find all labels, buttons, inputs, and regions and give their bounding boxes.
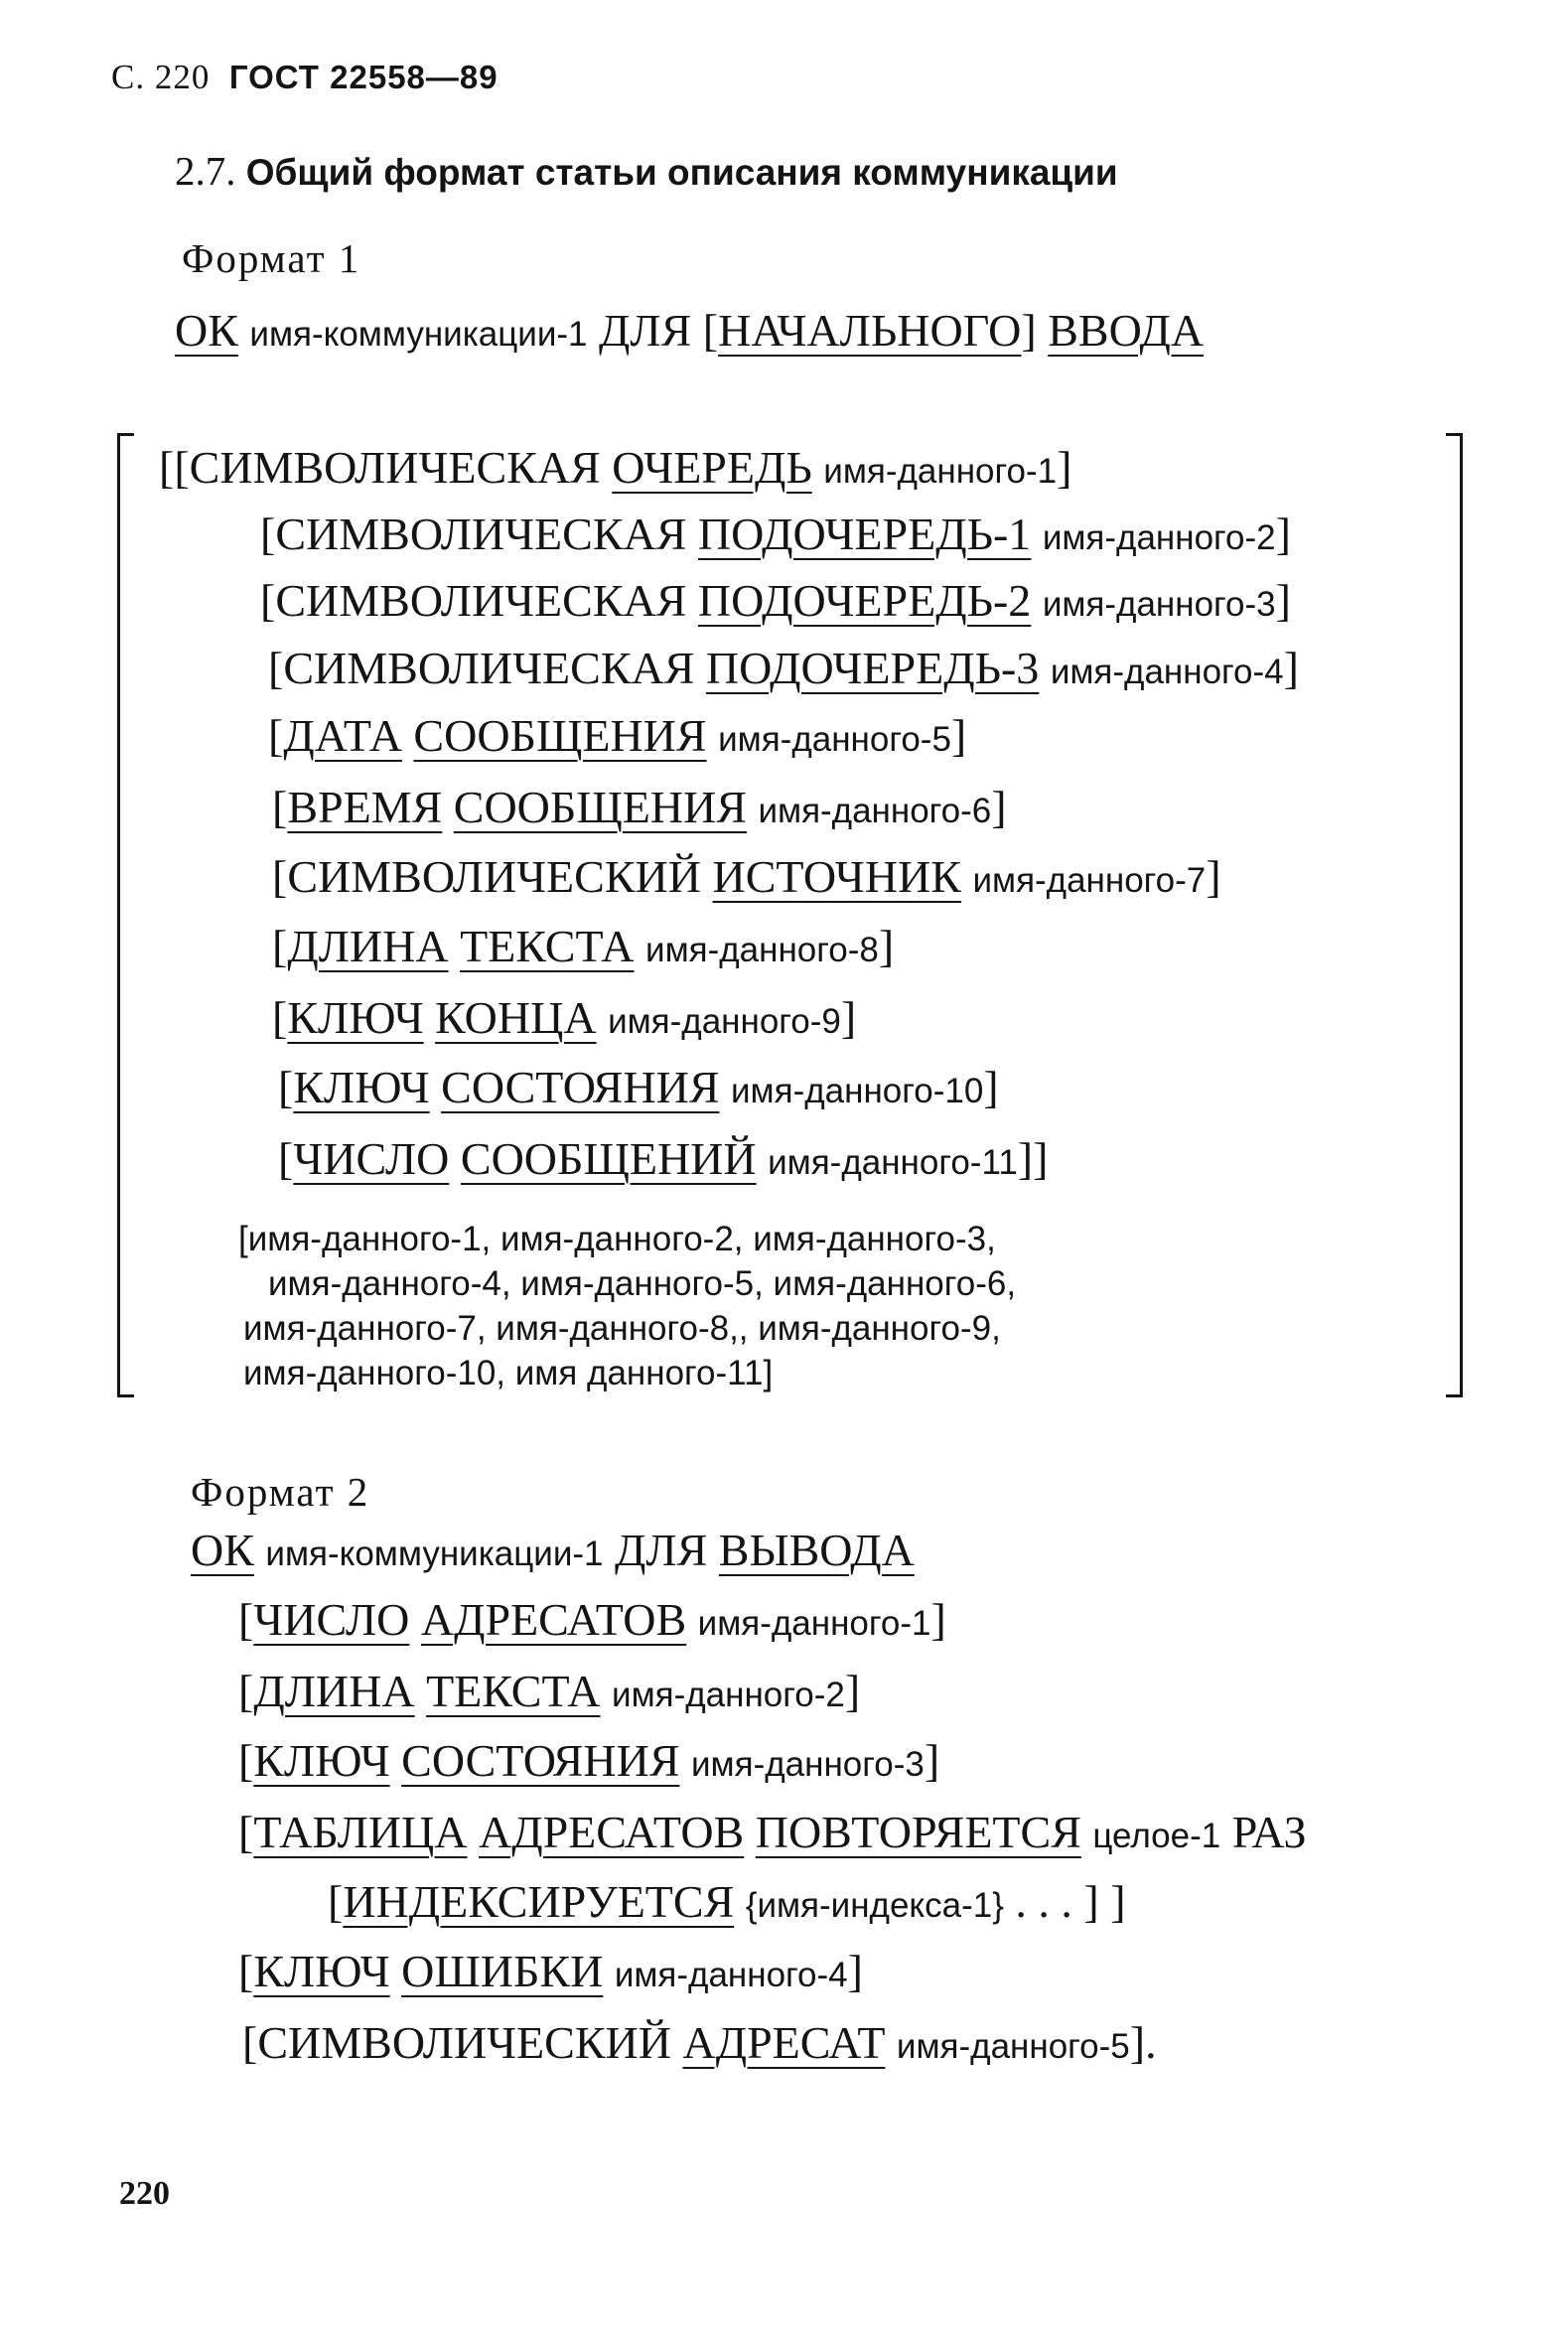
format2-head: ОК имя-коммуникации-1 ДЛЯ ВЫВОДА: [191, 1525, 915, 1575]
page-number: 220: [119, 2175, 170, 2212]
format1-clause: [ЧИСЛО СООБЩЕНИЙ имя-данного-11]]: [278, 1133, 1049, 1184]
format2-index-clause: [ИНДЕКСИРУЕТСЯ {имя-индекса-1} . . . ] ]: [328, 1876, 1126, 1927]
format1-clause: [КЛЮЧ СОСТОЯНИЯ имя-данного-10]: [278, 1062, 999, 1112]
format1-clause: [ДЛИНА ТЕКСТА имя-данного-8]: [272, 921, 895, 971]
format1-clause: [СИМВОЛИЧЕСКАЯ ПОДОЧЕРЕДЬ-3 имя-данного-4]: [268, 643, 1299, 693]
format1-clause: [КЛЮЧ КОНЦА имя-данного-9]: [272, 992, 857, 1043]
format2-clause: [КЛЮЧ ОШИБКИ имя-данного-4]: [238, 1946, 863, 1996]
format1-clause: [СИМВОЛИЧЕСКИЙ ИСТОЧНИК имя-данного-7]: [272, 851, 1221, 902]
format2-clause: [КЛЮЧ СОСТОЯНИЯ имя-данного-3]: [238, 1735, 940, 1786]
format1-clause: [ДАТА СООБЩЕНИЯ имя-данного-5]: [268, 710, 967, 761]
standard-id: ГОСТ 22558—89: [228, 59, 499, 95]
section-title-text: Общий формат статьи описания коммуникации: [245, 152, 1118, 193]
left-big-bracket: [117, 433, 134, 1397]
right-big-bracket: [1446, 433, 1463, 1397]
section-title: [175, 147, 1118, 195]
format2-table-clause: [ТАБЛИЦА АДРЕСАТОВ ПОВТОРЯЕТСЯ целое-1 РАЗ: [238, 1807, 1307, 1857]
format1-clause: [СИМВОЛИЧЕСКАЯ ПОДОЧЕРЕДЬ-2 имя-данного-3]: [260, 575, 1291, 626]
format2-clause: [СИМВОЛИЧЕСКИЙ АДРЕСАТ имя-данного-5].: [242, 2017, 1157, 2068]
format2-clause: [ДЛИНА ТЕКСТА имя-данного-2]: [238, 1666, 861, 1716]
format1-head: ОК имя-коммуникации-1 ДЛЯ [НАЧАЛЬНОГО] ВВОДА: [175, 305, 1205, 356]
format1-label: Формат 1: [182, 235, 361, 281]
section-number: 2.7.: [175, 148, 236, 194]
format1-clause: [[СИМВОЛИЧЕСКАЯ ОЧЕРЕДЬ имя-данного-1]: [159, 442, 1072, 493]
format2-label: Формат 2: [191, 1469, 370, 1515]
format1-clause: [ВРЕМЯ СООБЩЕНИЯ имя-данного-6]: [272, 782, 1007, 832]
format2-clause: [ЧИСЛО АДРЕСАТОВ имя-данного-1]: [238, 1594, 946, 1645]
format1-clause: [СИМВОЛИЧЕСКАЯ ПОДОЧЕРЕДЬ-1 имя-данного-2]: [260, 509, 1291, 559]
format1-alternative-list: [имя-данного-1, имя-данного-2, имя-данного-3, имя-данного-4, имя-данного-5, имя-данного-6, имя-данного-7, имя-данного-8,, имя-данного-9, имя-данного-10, имя данного-11]: [238, 1220, 1017, 1392]
page-prefix: С. 220: [111, 58, 211, 96]
running-header: [111, 58, 499, 97]
